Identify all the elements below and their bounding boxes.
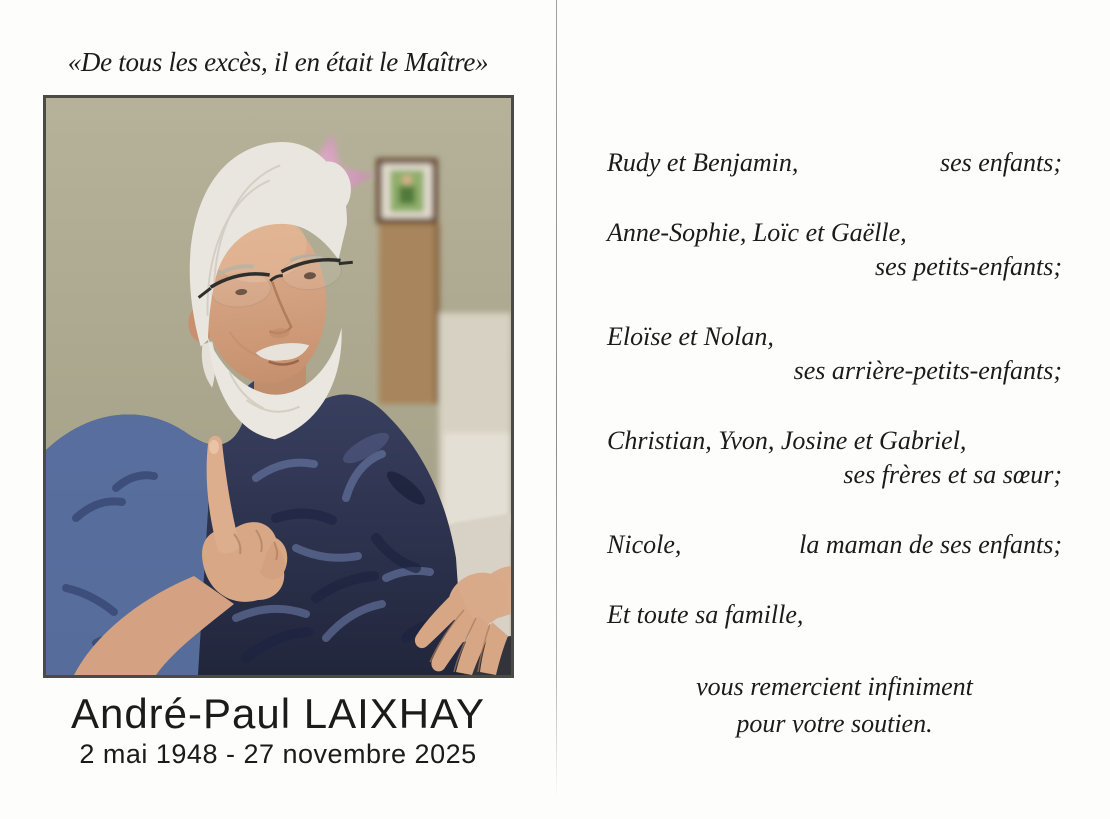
epitaph-quote: «De tous les excès, il en était le Maître» [67,47,489,77]
family-row-siblings [607,424,1062,492]
family-relation: ses arrière-petits-enfants; [793,356,1062,385]
family-names: Christian, Yvon, Josine et Gabriel, [607,426,967,455]
family-row-whole-family [607,598,1062,632]
picture-frame [376,158,438,224]
family-names: Anne-Sophie, Loïc et Gaëlle, [607,218,907,247]
family-relation: ses petits-enfants; [874,252,1062,281]
portrait-photo [43,95,514,678]
family-relation: ses frères et sa sœur; [843,460,1062,489]
family-row-mother [607,528,1062,562]
family-names: Rudy et Benjamin, [607,148,799,177]
family-row-children [607,146,1062,180]
family-names: Nicole, [607,530,682,559]
deceased-name: André-Paul LAIXHAY [70,690,486,737]
right-panel [557,0,1110,819]
closing-message [607,668,1062,742]
family-relation: ses enfants; [939,148,1062,177]
family-row-great-grandchildren [607,320,1062,388]
family-names: Et toute sa famille, [607,600,804,629]
family-names: Eloïse et Nolan, [607,322,774,351]
family-relation: la maman de ses enfants; [799,530,1062,559]
family-row-grandchildren [607,216,1062,284]
portrait-photo-illustration [46,98,511,675]
life-dates: 2 mai 1948 - 27 novembre 2025 [79,739,477,769]
closing-line-2: pour votre soutien. [736,709,933,738]
closing-line-1: vous remercient infiniment [696,672,973,701]
